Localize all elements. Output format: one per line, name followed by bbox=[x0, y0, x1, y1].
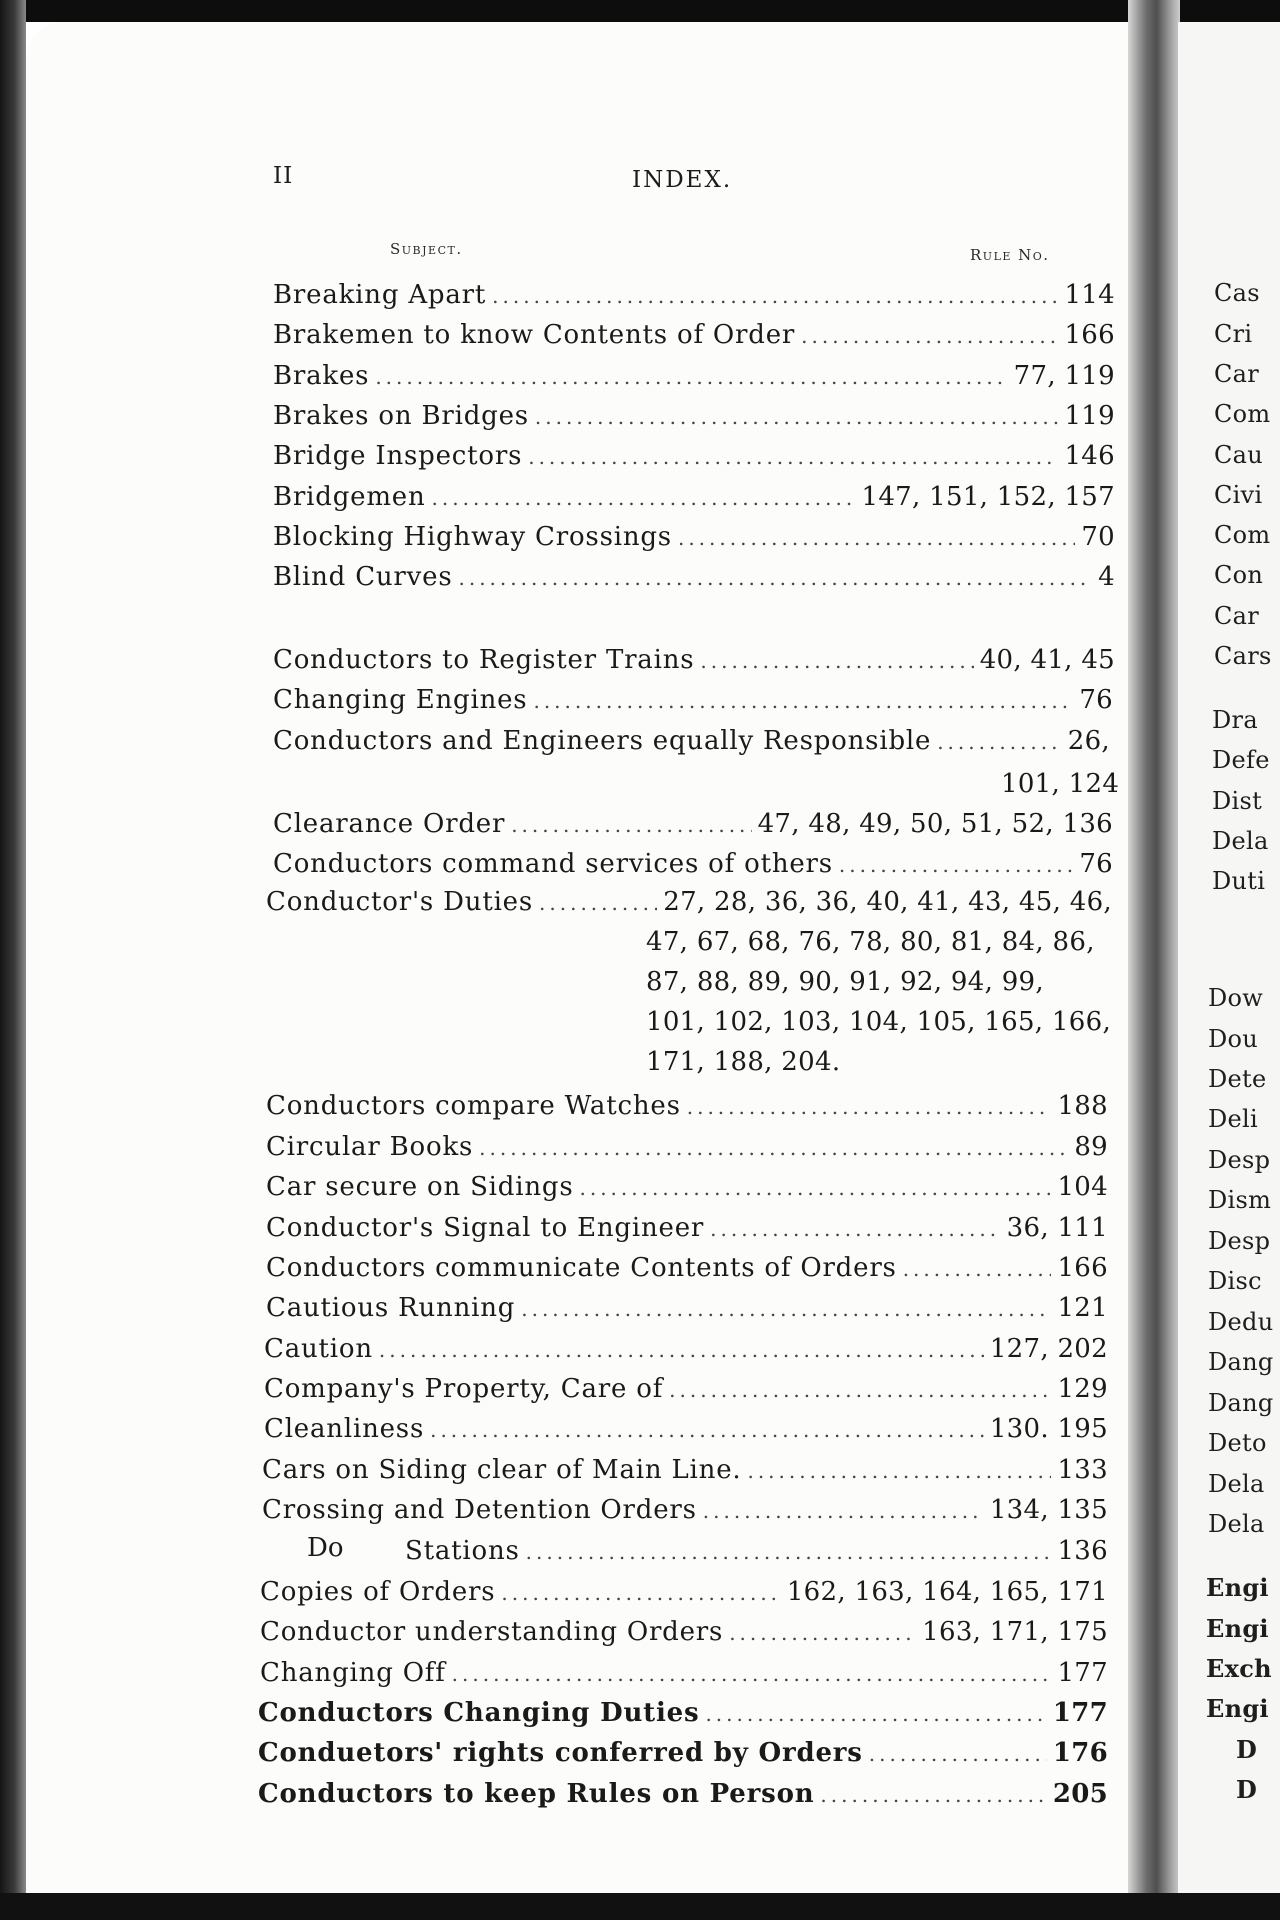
dot-leader bbox=[379, 1333, 984, 1367]
index-entry bbox=[273, 399, 1115, 434]
right-page-fragment: Dra bbox=[1212, 706, 1258, 734]
right-page-fragment: Engi bbox=[1206, 1694, 1269, 1723]
right-page-fragment: Cas bbox=[1214, 279, 1260, 307]
right-page-fragment: Com bbox=[1214, 521, 1271, 549]
index-entry bbox=[262, 1453, 1108, 1488]
column-header-rule-no: Rule No. bbox=[970, 246, 1050, 264]
index-entry bbox=[266, 1211, 1108, 1246]
continuation-duties-4: 171, 188, 204. bbox=[646, 1047, 841, 1077]
index-entry bbox=[273, 318, 1115, 353]
entry-rule-numbers: 177 bbox=[1057, 1658, 1108, 1688]
dot-leader bbox=[903, 1252, 1052, 1286]
entry-subject: Cars on Siding clear of Main Line. bbox=[262, 1455, 742, 1485]
entry-rule-numbers: 47, 48, 49, 50, 51, 52, 136 bbox=[757, 809, 1113, 839]
entry-subject: Conduetors' rights conferred by Orders bbox=[258, 1738, 863, 1768]
index-entry bbox=[273, 480, 1115, 515]
entry-subject: Caution bbox=[264, 1334, 373, 1364]
entry-subject: Bridge Inspectors bbox=[273, 441, 523, 471]
dot-leader bbox=[669, 1373, 1051, 1407]
entry-subject: Company's Property, Care of bbox=[264, 1374, 664, 1404]
index-entry bbox=[262, 1493, 1108, 1528]
entry-subject: Conductors Changing Duties bbox=[258, 1698, 700, 1728]
dot-leader bbox=[526, 1535, 1052, 1569]
right-page-fragment: Civi bbox=[1214, 481, 1263, 509]
right-page-fragment: Exch bbox=[1206, 1654, 1272, 1683]
entry-subject: Conductor understanding Orders bbox=[260, 1617, 724, 1647]
entry-subject: Brakes bbox=[273, 361, 370, 391]
right-page-fragment: Dela bbox=[1208, 1510, 1265, 1538]
entry-rule-numbers: 166 bbox=[1064, 320, 1115, 350]
index-entry bbox=[258, 1736, 1108, 1771]
index-entry bbox=[266, 1130, 1108, 1165]
entry-subject: Stations bbox=[405, 1536, 520, 1566]
entry-rule-numbers: 162, 163, 164, 165, 171 bbox=[786, 1577, 1108, 1607]
index-entry bbox=[273, 278, 1115, 313]
entry-rule-numbers: 26, bbox=[1067, 726, 1110, 756]
entry-rule-numbers: 133 bbox=[1057, 1455, 1108, 1485]
right-page-fragment: Com bbox=[1214, 400, 1271, 428]
right-page-fragment: Dow bbox=[1208, 984, 1264, 1012]
dot-leader bbox=[430, 1413, 984, 1447]
entry-subject: Cautious Running bbox=[266, 1293, 516, 1323]
dot-leader bbox=[839, 848, 1073, 882]
entry-subject: Conductors to Register Trains bbox=[273, 645, 695, 675]
index-entry bbox=[273, 560, 1115, 595]
entry-subject: Conductor's Signal to Engineer bbox=[266, 1213, 705, 1243]
entry-subject: Conductors to keep Rules on Person bbox=[258, 1779, 815, 1809]
entry-rule-numbers: 4 bbox=[1098, 562, 1115, 592]
entry-rule-numbers: 129 bbox=[1057, 1374, 1108, 1404]
entry-rule-numbers: 89 bbox=[1074, 1132, 1108, 1162]
dot-leader bbox=[579, 1171, 1051, 1205]
index-entry bbox=[260, 1656, 1108, 1691]
scan-border-bottom bbox=[0, 1893, 1280, 1920]
dot-leader bbox=[539, 886, 657, 920]
dot-leader bbox=[820, 1778, 1046, 1812]
entry-rule-numbers: 114 bbox=[1064, 280, 1115, 310]
right-page-fragment: Dism bbox=[1208, 1186, 1272, 1214]
entry-subject: Circular Books bbox=[266, 1132, 474, 1162]
index-entry bbox=[405, 1534, 1108, 1569]
entry-rule-numbers: 166 bbox=[1057, 1253, 1108, 1283]
right-page-fragment: Deto bbox=[1208, 1429, 1267, 1457]
entry-subject: Conductors and Engineers equally Responsible bbox=[273, 726, 932, 756]
entry-subject: Changing Off bbox=[260, 1658, 446, 1688]
index-entry bbox=[266, 885, 1112, 920]
index-entry bbox=[266, 1291, 1108, 1326]
continuation-duties-3: 101, 102, 103, 104, 105, 165, 166, bbox=[646, 1007, 1112, 1037]
entry-rule-numbers: 188 bbox=[1057, 1091, 1108, 1121]
entry-rule-numbers: 119 bbox=[1064, 401, 1115, 431]
entry-subject: Brakes on Bridges bbox=[273, 401, 529, 431]
dot-leader bbox=[869, 1737, 1047, 1771]
entry-subject: Crossing and Detention Orders bbox=[262, 1495, 697, 1525]
entry-subject: Bridgemen bbox=[273, 482, 426, 512]
entry-rule-numbers: 76 bbox=[1079, 849, 1113, 879]
page-number: II bbox=[273, 163, 294, 189]
book-gutter bbox=[1128, 0, 1180, 1920]
scan-border-left bbox=[0, 0, 26, 1920]
right-page-fragment: Car bbox=[1214, 602, 1260, 630]
dot-leader bbox=[729, 1616, 916, 1650]
entry-rule-numbers: 136 bbox=[1057, 1536, 1108, 1566]
entry-subject: Blocking Highway Crossings bbox=[273, 522, 672, 552]
index-entry bbox=[258, 1696, 1108, 1731]
index-entry bbox=[258, 1777, 1108, 1812]
entry-rule-numbers: 77, 119 bbox=[1013, 361, 1115, 391]
right-page-fragment: Dou bbox=[1208, 1025, 1259, 1053]
ditto-mark: Do bbox=[307, 1533, 344, 1563]
dot-leader bbox=[501, 1576, 780, 1610]
dot-leader bbox=[801, 319, 1058, 353]
entry-rule-numbers: 36, 111 bbox=[1006, 1213, 1108, 1243]
entry-rule-numbers: 146 bbox=[1064, 441, 1115, 471]
entry-subject: Breaking Apart bbox=[273, 280, 487, 310]
dot-leader bbox=[528, 440, 1058, 474]
dot-leader bbox=[521, 1292, 1051, 1326]
dot-leader bbox=[432, 481, 856, 515]
right-page-fragment: Disc bbox=[1208, 1267, 1262, 1295]
right-page-fragment: D bbox=[1236, 1735, 1258, 1764]
dot-leader bbox=[678, 521, 1075, 555]
index-entry bbox=[264, 1412, 1108, 1447]
right-page-fragment: Dang bbox=[1208, 1389, 1274, 1417]
right-page-fragment: Dist bbox=[1212, 787, 1263, 815]
entry-rule-numbers: 40, 41, 45 bbox=[979, 645, 1115, 675]
entry-rule-numbers: 134, 135 bbox=[989, 1495, 1108, 1525]
right-page-fragment: Duti bbox=[1212, 867, 1266, 895]
index-entry bbox=[260, 1575, 1108, 1610]
right-page-fragment: Cri bbox=[1214, 320, 1253, 348]
dot-leader bbox=[511, 808, 751, 842]
right-page-fragment: Desp bbox=[1208, 1227, 1271, 1255]
dot-leader bbox=[375, 360, 1007, 394]
dot-leader bbox=[533, 684, 1073, 718]
dot-leader bbox=[452, 1657, 1052, 1691]
right-page-fragment: Dete bbox=[1208, 1065, 1267, 1093]
index-entry bbox=[273, 847, 1113, 882]
entry-rule-numbers: 205 bbox=[1052, 1779, 1108, 1809]
right-page-fragment: Deli bbox=[1208, 1105, 1258, 1133]
right-page-fragment: Dela bbox=[1212, 827, 1269, 855]
page-title: INDEX. bbox=[632, 167, 733, 193]
right-page-fragment: Cau bbox=[1214, 441, 1264, 469]
dot-leader bbox=[479, 1131, 1068, 1165]
right-page-fragment: Engi bbox=[1206, 1573, 1269, 1602]
entry-rule-numbers: 177 bbox=[1052, 1698, 1108, 1728]
index-entry bbox=[264, 1372, 1108, 1407]
continuation-duties-2: 87, 88, 89, 90, 91, 92, 94, 99, bbox=[646, 967, 1044, 997]
continuation-responsible: 101, 124 bbox=[1001, 769, 1120, 799]
index-entry bbox=[273, 724, 1110, 759]
index-entry bbox=[273, 439, 1115, 474]
entry-rule-numbers: 127, 202 bbox=[989, 1334, 1108, 1364]
entry-subject: Conductors communicate Contents of Orders bbox=[266, 1253, 897, 1283]
entry-subject: Conductor's Duties bbox=[266, 887, 534, 917]
index-entry bbox=[266, 1251, 1108, 1286]
entry-subject: Cleanliness bbox=[264, 1414, 425, 1444]
right-page-fragment: Desp bbox=[1208, 1146, 1271, 1174]
dot-leader bbox=[458, 561, 1092, 595]
dot-leader bbox=[747, 1454, 1051, 1488]
right-page-fragment: Defe bbox=[1212, 746, 1270, 774]
column-header-subject: Subject. bbox=[390, 240, 463, 258]
index-entry bbox=[273, 807, 1113, 842]
right-page-fragment: D bbox=[1236, 1775, 1258, 1804]
continuation-duties-1: 47, 67, 68, 76, 78, 80, 81, 84, 86, bbox=[646, 927, 1095, 957]
index-entry bbox=[273, 683, 1113, 718]
right-page-fragment: Cars bbox=[1214, 642, 1272, 670]
right-page-fragment: Engi bbox=[1206, 1614, 1269, 1643]
index-entry bbox=[273, 520, 1115, 555]
entry-rule-numbers: 130. 195 bbox=[989, 1414, 1108, 1444]
right-page-fragment: Con bbox=[1214, 561, 1264, 589]
dot-leader bbox=[710, 1212, 1001, 1246]
entry-rule-numbers: 147, 151, 152, 157 bbox=[861, 482, 1115, 512]
entry-rule-numbers: 76 bbox=[1079, 685, 1113, 715]
index-entry bbox=[264, 1332, 1108, 1367]
entry-rule-numbers: 27, 28, 36, 36, 40, 41, 43, 45, 46, bbox=[663, 887, 1112, 917]
entry-rule-numbers: 70 bbox=[1081, 522, 1115, 552]
dot-leader bbox=[700, 644, 973, 678]
right-page-fragment: Dang bbox=[1208, 1348, 1274, 1376]
entry-rule-numbers: 163, 171, 175 bbox=[922, 1617, 1108, 1647]
entry-subject: Conductors command services of others bbox=[273, 849, 833, 879]
index-entry bbox=[273, 643, 1115, 678]
entry-subject: Brakemen to know Contents of Order bbox=[273, 320, 796, 350]
entry-subject: Blind Curves bbox=[273, 562, 453, 592]
index-entry bbox=[266, 1089, 1108, 1124]
scan-border-top bbox=[0, 0, 1280, 22]
entry-subject: Conductors compare Watches bbox=[266, 1091, 681, 1121]
index-entry bbox=[266, 1170, 1108, 1205]
index-entry bbox=[273, 359, 1115, 394]
dot-leader bbox=[492, 279, 1058, 313]
right-page-fragment: Dela bbox=[1208, 1470, 1265, 1498]
right-page-fragment: Dedu bbox=[1208, 1308, 1274, 1336]
dot-leader bbox=[535, 400, 1059, 434]
index-entry bbox=[260, 1615, 1108, 1650]
dot-leader bbox=[937, 725, 1062, 759]
entry-subject: Copies of Orders bbox=[260, 1577, 496, 1607]
dot-leader bbox=[705, 1697, 1046, 1731]
right-page bbox=[1178, 22, 1280, 1893]
entry-rule-numbers: 121 bbox=[1057, 1293, 1108, 1323]
dot-leader bbox=[703, 1494, 984, 1528]
entry-subject: Car secure on Sidings bbox=[266, 1172, 574, 1202]
entry-subject: Clearance Order bbox=[273, 809, 506, 839]
entry-subject: Changing Engines bbox=[273, 685, 528, 715]
entry-rule-numbers: 176 bbox=[1052, 1738, 1108, 1768]
entry-rule-numbers: 104 bbox=[1057, 1172, 1108, 1202]
dot-leader bbox=[687, 1090, 1052, 1124]
right-page-fragment: Car bbox=[1214, 360, 1260, 388]
